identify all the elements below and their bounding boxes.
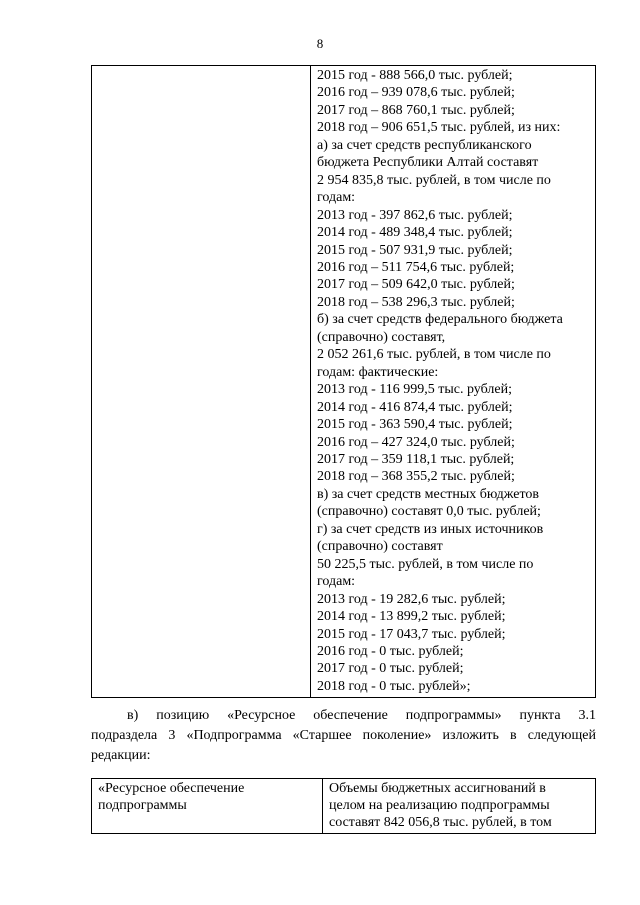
table-row — [92, 66, 596, 698]
funding-line: 2016 год – 939 078,6 тыс. рублей; — [317, 85, 515, 101]
funding-line: 2015 год - 17 043,7 тыс. рублей; — [317, 626, 506, 642]
table-cell-empty — [92, 66, 311, 698]
funding-line: бюджета Республики Алтай составят — [317, 155, 539, 171]
funding-line: (справочно) составят — [317, 539, 443, 555]
funding-line: 2014 год - 13 899,2 тыс. рублей; — [317, 609, 506, 625]
funding-line: 2015 год - 888 566,0 тыс. рублей; — [317, 68, 513, 83]
value-line: составят 842 056,8 тыс. рублей, в том — [329, 815, 552, 830]
label-line: «Ресурсное обеспечение — [98, 781, 245, 796]
table-row — [92, 779, 596, 834]
funding-line: 2 954 835,8 тыс. рублей, в том числе по — [317, 172, 551, 188]
funding-line: 2017 год - 0 тыс. рублей; — [317, 661, 464, 677]
paragraph-line: в) позицию «Ресурсное обеспечение подпрограммы» пункта 3.1 — [127, 708, 596, 723]
value-line: целом на реализацию подпрограммы — [329, 798, 550, 813]
funding-line: 2016 год – 511 754,6 тыс. рублей; — [317, 259, 515, 275]
funding-table-continued — [91, 65, 596, 698]
funding-line: (справочно) составят, — [317, 329, 446, 345]
paragraph-line: подраздела 3 «Подпрограмма «Старшее поколение» изложить в следующей — [91, 728, 596, 743]
funding-line: 2017 год – 509 642,0 тыс. рублей; — [317, 277, 515, 293]
funding-details-cell — [311, 66, 596, 698]
funding-line: 2 052 261,6 тыс. рублей, в том числе по — [317, 347, 551, 363]
funding-line: 2014 год - 489 348,4 тыс. рублей; — [317, 225, 513, 241]
funding-line: а) за счет средств республиканского — [317, 137, 532, 153]
funding-line: 2017 год – 359 118,1 тыс. рублей; — [317, 451, 515, 467]
label-line: подпрограммы — [98, 798, 187, 813]
funding-line: 2016 год – 427 324,0 тыс. рублей; — [317, 434, 515, 450]
funding-line: 2014 год - 416 874,4 тыс. рублей; — [317, 399, 513, 415]
funding-line: 2015 год - 363 590,4 тыс. рублей; — [317, 417, 513, 433]
funding-line: 2013 год - 397 862,6 тыс. рублей; — [317, 207, 513, 223]
funding-line: 2013 год - 116 999,5 тыс. рублей; — [317, 382, 512, 398]
funding-line: 2017 год – 868 760,1 тыс. рублей; — [317, 102, 515, 118]
funding-line: б) за счет средств федерального бюджета — [317, 312, 563, 328]
funding-line: 2018 год – 368 355,2 тыс. рублей; — [317, 469, 515, 485]
funding-line: в) за счет средств местных бюджетов — [317, 486, 540, 502]
resource-provision-value-cell — [323, 779, 596, 834]
resource-provision-label-cell — [92, 779, 323, 834]
resource-provision-table — [91, 778, 596, 834]
funding-line: 2015 год - 507 931,9 тыс. рублей; — [317, 242, 513, 258]
funding-line: 2016 год - 0 тыс. рублей; — [317, 643, 464, 659]
funding-line: 2018 год – 538 296,3 тыс. рублей; — [317, 294, 515, 310]
funding-line: 2018 год – 906 651,5 тыс. рублей, из них: — [317, 120, 561, 136]
funding-line: г) за счет средств из иных источников — [317, 521, 544, 537]
funding-line: годам: — [317, 574, 356, 590]
page-number: 8 — [316, 36, 324, 51]
paragraph-line: редакции: — [91, 748, 151, 763]
funding-line: (справочно) составят 0,0 тыс. рублей; — [317, 504, 541, 520]
value-line: Объемы бюджетных ассигнований в — [329, 781, 546, 796]
funding-line: годам: фактические: — [317, 364, 439, 380]
funding-line: годам: — [317, 190, 356, 206]
funding-line: 50 225,5 тыс. рублей, в том числе по — [317, 556, 534, 572]
funding-line: 2018 год - 0 тыс. рублей»; — [317, 678, 471, 694]
funding-line: 2013 год - 19 282,6 тыс. рублей; — [317, 591, 506, 607]
amendment-paragraph — [91, 706, 596, 766]
